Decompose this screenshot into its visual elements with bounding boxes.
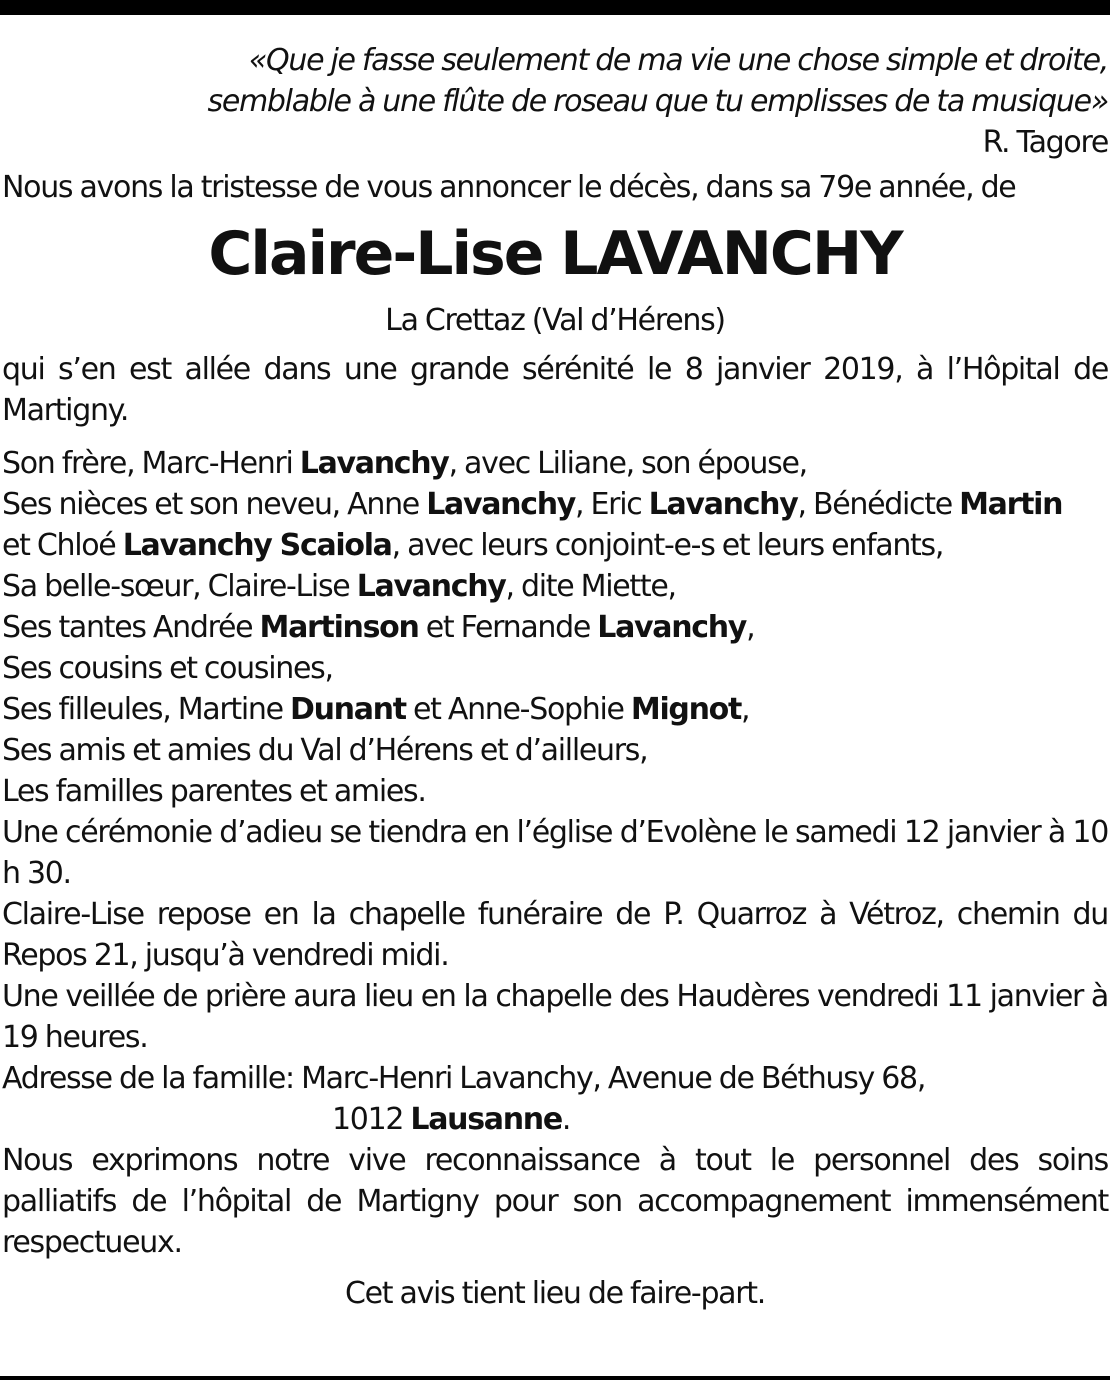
epigraph-author: R. Tagore [982, 125, 1108, 160]
ceremony-text: Une cérémonie d’adieu se tiendra en l’église d’Evolène le samedi 12 janvier à 10 h 30. [2, 815, 1108, 891]
deceased-name: Claire-Lise LAVANCHY [208, 219, 902, 289]
text-fragment: Sa belle-sœur, Claire-Lise [2, 569, 357, 604]
epigraph-line-2: semblable à une flûte de roseau que tu emplisses de ta musique» [207, 84, 1108, 119]
deceased-place: La Crettaz (Val d’Hérens) [385, 303, 725, 338]
text-fragment: . [561, 1102, 571, 1137]
family-line-goddaughters [2, 689, 1108, 730]
repose-text: Claire-Lise repose en la chapelle funéraire de P. Quarroz à Vétroz, chemin du Repos 21, jusqu’à vendredi midi. [2, 897, 1108, 973]
epigraph-line-1: «Que je fasse seulement de ma vie une chose simple et droite, [248, 43, 1108, 78]
family-line-aunts [2, 607, 1108, 648]
text-fragment: , Bénédicte [797, 487, 960, 522]
surname: Lavanchy [356, 569, 506, 604]
surname: Lavanchy [426, 487, 576, 522]
family-line-friends: Ses amis et amies du Val d’Hérens et d’ailleurs, [2, 733, 648, 768]
top-rule [0, 0, 1110, 15]
text-fragment: , dite Miette, [505, 569, 676, 604]
text-fragment: Ses filleules, Martine [2, 692, 291, 727]
text-fragment: et Anne-Sophie [405, 692, 631, 727]
obituary-notice [2, 40, 1108, 1314]
family-line-chloe [2, 525, 1108, 566]
surname: Lavanchy [299, 446, 449, 481]
text-fragment: Ses nièces et son neveu, Anne [2, 487, 427, 522]
text-fragment: , avec Liliane, son épouse, [448, 446, 807, 481]
family-list [2, 443, 1108, 812]
closing-text: Cet avis tient lieu de faire-part. [344, 1276, 766, 1311]
family-line-nieces [2, 484, 1108, 525]
text-fragment: et Chloé [2, 528, 123, 563]
death-statement: qui s’en est allée dans une grande sérénité le 8 janvier 2019, à l’Hôpital de Martigny. [2, 352, 1108, 428]
family-address [2, 1058, 1108, 1140]
surname: Martin [959, 487, 1063, 522]
text-fragment: et Fernande [418, 610, 598, 645]
city: Lausanne [410, 1102, 562, 1137]
epigraph [2, 40, 1108, 163]
text-fragment: , Eric [575, 487, 649, 522]
address-line-2 [2, 1099, 1108, 1140]
surname: Dunant [290, 692, 406, 727]
text-fragment: Ses tantes Andrée [2, 610, 260, 645]
family-line-sister-in-law [2, 566, 1108, 607]
postcode: 1012 [332, 1102, 411, 1137]
thanks-text: Nous exprimons notre vive reconnaissance à tout le personnel des soins palliatifs de l’hôpital de Martigny pour son accompagnement immensément respectueux. [2, 1143, 1108, 1260]
surname: Mignot [630, 692, 742, 727]
text-fragment: , [746, 610, 755, 645]
surname: Lavanchy [597, 610, 747, 645]
surname: Lavanchy Scaiola [122, 528, 392, 563]
intro-text: Nous avons la tristesse de vous annoncer le décès, dans sa 79e année, de [2, 170, 1016, 205]
family-line-cousins: Ses cousins et cousines, [2, 651, 333, 686]
text-fragment: , avec leurs conjoint-e-s et leurs enfants, [391, 528, 944, 563]
surname: Lavanchy [648, 487, 798, 522]
family-line-relatives: Les familles parentes et amies. [2, 774, 426, 809]
surname: Martinson [259, 610, 419, 645]
text-fragment: Son frère, Marc-Henri [2, 446, 300, 481]
bottom-rule [0, 1376, 1110, 1380]
vigil-text: Une veillée de prière aura lieu en la chapelle des Haudères vendredi 11 janvier à 19 heures. [2, 979, 1108, 1055]
address-line-1: Adresse de la famille: Marc-Henri Lavanchy, Avenue de Béthusy 68, [2, 1061, 926, 1096]
text-fragment: , [741, 692, 750, 727]
family-line-brother [2, 443, 1108, 484]
